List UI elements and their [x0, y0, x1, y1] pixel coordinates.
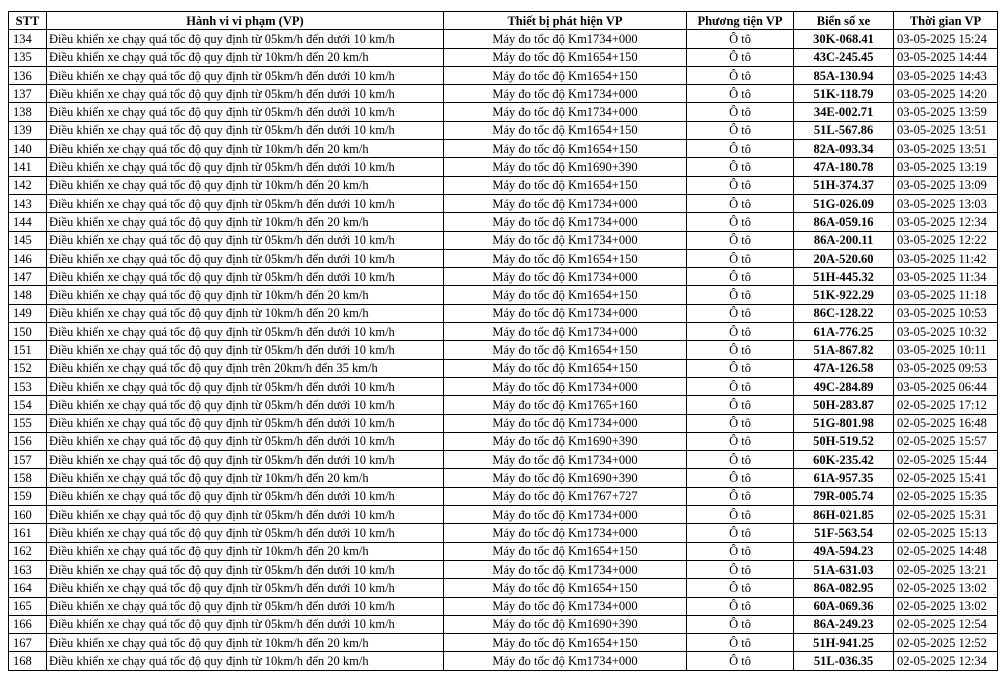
table-row — [9, 103, 998, 121]
license-plate-cell: 86A-249.23 — [794, 615, 894, 633]
license-plate-cell: 51L-567.86 — [794, 121, 894, 139]
license-plate-cell: 51H-941.25 — [794, 634, 894, 652]
table-row — [9, 231, 998, 249]
vehicle-type-cell: Ô tô — [687, 121, 794, 139]
violation-time-cell: 02-05-2025 15:35 — [894, 487, 998, 505]
vehicle-type-cell: Ô tô — [687, 304, 794, 322]
row-number-cell: 167 — [9, 634, 47, 652]
table-row — [9, 451, 998, 469]
vehicle-type-cell: Ô tô — [687, 286, 794, 304]
row-number-cell: 154 — [9, 396, 47, 414]
license-plate-cell: 43C-245.45 — [794, 48, 894, 66]
device-cell: Máy đo tốc độ Km1654+150 — [444, 249, 687, 267]
table-row — [9, 579, 998, 597]
vehicle-type-cell: Ô tô — [687, 213, 794, 231]
device-cell: Máy đo tốc độ Km1765+160 — [444, 396, 687, 414]
row-number-cell: 166 — [9, 615, 47, 633]
vehicle-type-cell: Ô tô — [687, 103, 794, 121]
vehicle-type-cell: Ô tô — [687, 30, 794, 48]
violation-cell: Điều khiển xe chạy quá tốc độ quy định từ 05km/h đến dưới 10 km/h — [47, 432, 444, 450]
violation-time-cell: 03-05-2025 06:44 — [894, 377, 998, 395]
table-row — [9, 66, 998, 84]
row-number-cell: 142 — [9, 176, 47, 194]
license-plate-cell: 86C-128.22 — [794, 304, 894, 322]
row-number-cell: 146 — [9, 249, 47, 267]
violation-cell: Điều khiển xe chạy quá tốc độ quy định từ 10km/h đến 20 km/h — [47, 469, 444, 487]
device-cell: Máy đo tốc độ Km1767+727 — [444, 487, 687, 505]
violation-cell: Điều khiển xe chạy quá tốc độ quy định từ 05km/h đến dưới 10 km/h — [47, 506, 444, 524]
vehicle-type-cell: Ô tô — [687, 48, 794, 66]
table-row — [9, 268, 998, 286]
table-row — [9, 85, 998, 103]
violation-time-cell: 02-05-2025 15:31 — [894, 506, 998, 524]
device-cell: Máy đo tốc độ Km1654+150 — [444, 359, 687, 377]
license-plate-cell: 86H-021.85 — [794, 506, 894, 524]
device-cell: Máy đo tốc độ Km1654+150 — [444, 176, 687, 194]
violation-cell: Điều khiển xe chạy quá tốc độ quy định từ 10km/h đến 20 km/h — [47, 48, 444, 66]
violation-time-cell: 03-05-2025 13:09 — [894, 176, 998, 194]
row-number-cell: 138 — [9, 103, 47, 121]
row-number-cell: 134 — [9, 30, 47, 48]
violation-time-cell: 02-05-2025 14:48 — [894, 542, 998, 560]
table-row — [9, 506, 998, 524]
device-cell: Máy đo tốc độ Km1734+000 — [444, 560, 687, 578]
device-cell: Máy đo tốc độ Km1654+150 — [444, 542, 687, 560]
vehicle-type-cell: Ô tô — [687, 268, 794, 286]
violation-time-cell: 03-05-2025 11:34 — [894, 268, 998, 286]
violation-cell: Điều khiển xe chạy quá tốc độ quy định từ 05km/h đến dưới 10 km/h — [47, 597, 444, 615]
device-cell: Máy đo tốc độ Km1734+000 — [444, 213, 687, 231]
violation-time-cell: 02-05-2025 15:41 — [894, 469, 998, 487]
violation-time-cell: 02-05-2025 16:48 — [894, 414, 998, 432]
license-plate-cell: 34E-002.71 — [794, 103, 894, 121]
device-cell: Máy đo tốc độ Km1654+150 — [444, 121, 687, 139]
header-device: Thiết bị phát hiện VP — [444, 12, 687, 30]
device-cell: Máy đo tốc độ Km1734+000 — [444, 103, 687, 121]
license-plate-cell: 61A-957.35 — [794, 469, 894, 487]
license-plate-cell: 49C-284.89 — [794, 377, 894, 395]
violation-cell: Điều khiển xe chạy quá tốc độ quy định từ 10km/h đến 20 km/h — [47, 634, 444, 652]
violation-cell: Điều khiển xe chạy quá tốc độ quy định từ 05km/h đến dưới 10 km/h — [47, 560, 444, 578]
table-row — [9, 359, 998, 377]
violation-time-cell: 02-05-2025 12:34 — [894, 652, 998, 670]
row-number-cell: 147 — [9, 268, 47, 286]
vehicle-type-cell: Ô tô — [687, 66, 794, 84]
vehicle-type-cell: Ô tô — [687, 414, 794, 432]
violation-time-cell: 03-05-2025 13:19 — [894, 158, 998, 176]
device-cell: Máy đo tốc độ Km1734+000 — [444, 506, 687, 524]
violation-time-cell: 03-05-2025 11:18 — [894, 286, 998, 304]
row-number-cell: 143 — [9, 194, 47, 212]
violations-table — [8, 11, 998, 671]
violation-cell: Điều khiển xe chạy quá tốc độ quy định từ 10km/h đến 20 km/h — [47, 286, 444, 304]
violation-cell: Điều khiển xe chạy quá tốc độ quy định từ 05km/h đến dưới 10 km/h — [47, 414, 444, 432]
row-number-cell: 163 — [9, 560, 47, 578]
violation-cell: Điều khiển xe chạy quá tốc độ quy định từ 10km/h đến 20 km/h — [47, 176, 444, 194]
table-row — [9, 634, 998, 652]
device-cell: Máy đo tốc độ Km1734+000 — [444, 524, 687, 542]
violation-cell: Điều khiển xe chạy quá tốc độ quy định từ 05km/h đến dưới 10 km/h — [47, 30, 444, 48]
device-cell: Máy đo tốc độ Km1734+000 — [444, 323, 687, 341]
violation-cell: Điều khiển xe chạy quá tốc độ quy định từ 05km/h đến dưới 10 km/h — [47, 268, 444, 286]
header-time: Thời gian VP — [894, 12, 998, 30]
device-cell: Máy đo tốc độ Km1734+000 — [444, 652, 687, 670]
violation-cell: Điều khiển xe chạy quá tốc độ quy định từ 05km/h đến dưới 10 km/h — [47, 451, 444, 469]
violation-cell: Điều khiển xe chạy quá tốc độ quy định từ 05km/h đến dưới 10 km/h — [47, 396, 444, 414]
device-cell: Máy đo tốc độ Km1690+390 — [444, 158, 687, 176]
vehicle-type-cell: Ô tô — [687, 158, 794, 176]
row-number-cell: 150 — [9, 323, 47, 341]
license-plate-cell: 50H-519.52 — [794, 432, 894, 450]
table-row — [9, 432, 998, 450]
vehicle-type-cell: Ô tô — [687, 432, 794, 450]
violation-time-cell: 03-05-2025 11:42 — [894, 249, 998, 267]
violation-time-cell: 02-05-2025 12:54 — [894, 615, 998, 633]
violation-cell: Điều khiển xe chạy quá tốc độ quy định từ 05km/h đến dưới 10 km/h — [47, 103, 444, 121]
table-row — [9, 469, 998, 487]
device-cell: Máy đo tốc độ Km1690+390 — [444, 432, 687, 450]
table-row — [9, 652, 998, 670]
device-cell: Máy đo tốc độ Km1734+000 — [444, 231, 687, 249]
violation-time-cell: 03-05-2025 10:53 — [894, 304, 998, 322]
violation-time-cell: 02-05-2025 13:02 — [894, 597, 998, 615]
vehicle-type-cell: Ô tô — [687, 506, 794, 524]
vehicle-type-cell: Ô tô — [687, 140, 794, 158]
violation-cell: Điều khiển xe chạy quá tốc độ quy định từ 05km/h đến dưới 10 km/h — [47, 194, 444, 212]
row-number-cell: 159 — [9, 487, 47, 505]
violation-time-cell: 03-05-2025 09:53 — [894, 359, 998, 377]
table-row — [9, 524, 998, 542]
license-plate-cell: 82A-093.34 — [794, 140, 894, 158]
vehicle-type-cell: Ô tô — [687, 634, 794, 652]
license-plate-cell: 47A-126.58 — [794, 359, 894, 377]
row-number-cell: 141 — [9, 158, 47, 176]
license-plate-cell: 51H-374.37 — [794, 176, 894, 194]
row-number-cell: 160 — [9, 506, 47, 524]
device-cell: Máy đo tốc độ Km1734+000 — [444, 85, 687, 103]
violation-cell: Điều khiển xe chạy quá tốc độ quy định từ 05km/h đến dưới 10 km/h — [47, 158, 444, 176]
vehicle-type-cell: Ô tô — [687, 341, 794, 359]
table-row — [9, 194, 998, 212]
device-cell: Máy đo tốc độ Km1734+000 — [444, 30, 687, 48]
violation-cell: Điều khiển xe chạy quá tốc độ quy định từ 05km/h đến dưới 10 km/h — [47, 121, 444, 139]
row-number-cell: 136 — [9, 66, 47, 84]
table-row — [9, 286, 998, 304]
violation-time-cell: 03-05-2025 10:32 — [894, 323, 998, 341]
violation-time-cell: 03-05-2025 14:44 — [894, 48, 998, 66]
vehicle-type-cell: Ô tô — [687, 377, 794, 395]
violation-cell: Điều khiển xe chạy quá tốc độ quy định từ 05km/h đến dưới 10 km/h — [47, 249, 444, 267]
license-plate-cell: 60K-235.42 — [794, 451, 894, 469]
violation-cell: Điều khiển xe chạy quá tốc độ quy định từ 05km/h đến dưới 10 km/h — [47, 377, 444, 395]
row-number-cell: 148 — [9, 286, 47, 304]
device-cell: Máy đo tốc độ Km1654+150 — [444, 140, 687, 158]
violation-time-cell: 03-05-2025 14:20 — [894, 85, 998, 103]
vehicle-type-cell: Ô tô — [687, 249, 794, 267]
table-row — [9, 542, 998, 560]
license-plate-cell: 50H-283.87 — [794, 396, 894, 414]
license-plate-cell: 51F-563.54 — [794, 524, 894, 542]
violation-cell: Điều khiển xe chạy quá tốc độ quy định từ 05km/h đến dưới 10 km/h — [47, 524, 444, 542]
device-cell: Máy đo tốc độ Km1690+390 — [444, 615, 687, 633]
vehicle-type-cell: Ô tô — [687, 542, 794, 560]
violation-cell: Điều khiển xe chạy quá tốc độ quy định trên 20km/h đến 35 km/h — [47, 359, 444, 377]
row-number-cell: 153 — [9, 377, 47, 395]
violation-time-cell: 02-05-2025 17:12 — [894, 396, 998, 414]
table-row — [9, 30, 998, 48]
violation-cell: Điều khiển xe chạy quá tốc độ quy định từ 05km/h đến dưới 10 km/h — [47, 231, 444, 249]
license-plate-cell: 20A-520.60 — [794, 249, 894, 267]
row-number-cell: 162 — [9, 542, 47, 560]
violation-time-cell: 03-05-2025 13:59 — [894, 103, 998, 121]
table-row — [9, 560, 998, 578]
violation-cell: Điều khiển xe chạy quá tốc độ quy định từ 10km/h đến 20 km/h — [47, 542, 444, 560]
row-number-cell: 152 — [9, 359, 47, 377]
device-cell: Máy đo tốc độ Km1734+000 — [444, 414, 687, 432]
violation-time-cell: 03-05-2025 12:22 — [894, 231, 998, 249]
table-row — [9, 487, 998, 505]
table-header-row — [9, 12, 998, 30]
row-number-cell: 137 — [9, 85, 47, 103]
device-cell: Máy đo tốc độ Km1734+000 — [444, 451, 687, 469]
license-plate-cell: 61A-776.25 — [794, 323, 894, 341]
header-stt: STT — [9, 12, 47, 30]
device-cell: Máy đo tốc độ Km1690+390 — [444, 469, 687, 487]
violation-cell: Điều khiển xe chạy quá tốc độ quy định từ 10km/h đến 20 km/h — [47, 652, 444, 670]
device-cell: Máy đo tốc độ Km1734+000 — [444, 597, 687, 615]
row-number-cell: 161 — [9, 524, 47, 542]
violation-cell: Điều khiển xe chạy quá tốc độ quy định từ 05km/h đến dưới 10 km/h — [47, 341, 444, 359]
row-number-cell: 157 — [9, 451, 47, 469]
license-plate-cell: 51G-026.09 — [794, 194, 894, 212]
violation-cell: Điều khiển xe chạy quá tốc độ quy định từ 05km/h đến dưới 10 km/h — [47, 487, 444, 505]
violation-cell: Điều khiển xe chạy quá tốc độ quy định từ 05km/h đến dưới 10 km/h — [47, 85, 444, 103]
violation-time-cell: 02-05-2025 15:44 — [894, 451, 998, 469]
vehicle-type-cell: Ô tô — [687, 359, 794, 377]
license-plate-cell: 60A-069.36 — [794, 597, 894, 615]
row-number-cell: 155 — [9, 414, 47, 432]
row-number-cell: 140 — [9, 140, 47, 158]
device-cell: Máy đo tốc độ Km1654+150 — [444, 634, 687, 652]
violation-cell: Điều khiển xe chạy quá tốc độ quy định từ 05km/h đến dưới 10 km/h — [47, 323, 444, 341]
license-plate-cell: 51G-801.98 — [794, 414, 894, 432]
violation-time-cell: 03-05-2025 13:51 — [894, 140, 998, 158]
license-plate-cell: 51H-445.32 — [794, 268, 894, 286]
device-cell: Máy đo tốc độ Km1654+150 — [444, 579, 687, 597]
violation-cell: Điều khiển xe chạy quá tốc độ quy định từ 10km/h đến 20 km/h — [47, 213, 444, 231]
device-cell: Máy đo tốc độ Km1734+000 — [444, 268, 687, 286]
violation-time-cell: 03-05-2025 13:51 — [894, 121, 998, 139]
vehicle-type-cell: Ô tô — [687, 579, 794, 597]
vehicle-type-cell: Ô tô — [687, 85, 794, 103]
header-vehicle: Phương tiện VP — [687, 12, 794, 30]
row-number-cell: 164 — [9, 579, 47, 597]
device-cell: Máy đo tốc độ Km1654+150 — [444, 341, 687, 359]
table-row — [9, 176, 998, 194]
table-row — [9, 304, 998, 322]
table-row — [9, 377, 998, 395]
license-plate-cell: 47A-180.78 — [794, 158, 894, 176]
row-number-cell: 151 — [9, 341, 47, 359]
license-plate-cell: 49A-594.23 — [794, 542, 894, 560]
vehicle-type-cell: Ô tô — [687, 323, 794, 341]
row-number-cell: 156 — [9, 432, 47, 450]
violation-time-cell: 02-05-2025 15:13 — [894, 524, 998, 542]
violation-time-cell: 02-05-2025 12:52 — [894, 634, 998, 652]
violation-time-cell: 03-05-2025 15:24 — [894, 30, 998, 48]
table-row — [9, 414, 998, 432]
vehicle-type-cell: Ô tô — [687, 615, 794, 633]
header-violation: Hành vi vi phạm (VP) — [47, 12, 444, 30]
row-number-cell: 158 — [9, 469, 47, 487]
table-row — [9, 615, 998, 633]
device-cell: Máy đo tốc độ Km1734+000 — [444, 377, 687, 395]
violation-time-cell: 02-05-2025 15:57 — [894, 432, 998, 450]
row-number-cell: 139 — [9, 121, 47, 139]
table-row — [9, 396, 998, 414]
license-plate-cell: 30K-068.41 — [794, 30, 894, 48]
license-plate-cell: 51A-631.03 — [794, 560, 894, 578]
header-plate: Biển số xe — [794, 12, 894, 30]
license-plate-cell: 85A-130.94 — [794, 66, 894, 84]
violation-time-cell: 02-05-2025 13:02 — [894, 579, 998, 597]
license-plate-cell: 86A-082.95 — [794, 579, 894, 597]
license-plate-cell: 51A-867.82 — [794, 341, 894, 359]
violation-cell: Điều khiển xe chạy quá tốc độ quy định từ 05km/h đến dưới 10 km/h — [47, 66, 444, 84]
license-plate-cell: 51L-036.35 — [794, 652, 894, 670]
vehicle-type-cell: Ô tô — [687, 469, 794, 487]
license-plate-cell: 79R-005.74 — [794, 487, 894, 505]
table-row — [9, 341, 998, 359]
row-number-cell: 135 — [9, 48, 47, 66]
violation-cell: Điều khiển xe chạy quá tốc độ quy định từ 05km/h đến dưới 10 km/h — [47, 615, 444, 633]
violation-cell: Điều khiển xe chạy quá tốc độ quy định từ 05km/h đến dưới 10 km/h — [47, 579, 444, 597]
row-number-cell: 144 — [9, 213, 47, 231]
row-number-cell: 149 — [9, 304, 47, 322]
vehicle-type-cell: Ô tô — [687, 524, 794, 542]
vehicle-type-cell: Ô tô — [687, 487, 794, 505]
table-row — [9, 48, 998, 66]
vehicle-type-cell: Ô tô — [687, 231, 794, 249]
table-row — [9, 121, 998, 139]
table-row — [9, 249, 998, 267]
table-row — [9, 213, 998, 231]
table-row — [9, 597, 998, 615]
violation-time-cell: 03-05-2025 12:34 — [894, 213, 998, 231]
vehicle-type-cell: Ô tô — [687, 560, 794, 578]
device-cell: Máy đo tốc độ Km1654+150 — [444, 48, 687, 66]
table-row — [9, 158, 998, 176]
row-number-cell: 168 — [9, 652, 47, 670]
violation-time-cell: 03-05-2025 14:43 — [894, 66, 998, 84]
vehicle-type-cell: Ô tô — [687, 451, 794, 469]
license-plate-cell: 51K-118.79 — [794, 85, 894, 103]
device-cell: Máy đo tốc độ Km1654+150 — [444, 286, 687, 304]
row-number-cell: 165 — [9, 597, 47, 615]
row-number-cell: 145 — [9, 231, 47, 249]
table-row — [9, 323, 998, 341]
vehicle-type-cell: Ô tô — [687, 597, 794, 615]
device-cell: Máy đo tốc độ Km1734+000 — [444, 194, 687, 212]
vehicle-type-cell: Ô tô — [687, 652, 794, 670]
device-cell: Máy đo tốc độ Km1734+000 — [444, 304, 687, 322]
license-plate-cell: 86A-200.11 — [794, 231, 894, 249]
device-cell: Máy đo tốc độ Km1654+150 — [444, 66, 687, 84]
license-plate-cell: 86A-059.16 — [794, 213, 894, 231]
violation-cell: Điều khiển xe chạy quá tốc độ quy định từ 10km/h đến 20 km/h — [47, 304, 444, 322]
vehicle-type-cell: Ô tô — [687, 194, 794, 212]
violation-time-cell: 03-05-2025 10:11 — [894, 341, 998, 359]
vehicle-type-cell: Ô tô — [687, 176, 794, 194]
vehicle-type-cell: Ô tô — [687, 396, 794, 414]
table-row — [9, 140, 998, 158]
violation-time-cell: 03-05-2025 13:03 — [894, 194, 998, 212]
violation-cell: Điều khiển xe chạy quá tốc độ quy định từ 10km/h đến 20 km/h — [47, 140, 444, 158]
violation-time-cell: 02-05-2025 13:21 — [894, 560, 998, 578]
license-plate-cell: 51K-922.29 — [794, 286, 894, 304]
